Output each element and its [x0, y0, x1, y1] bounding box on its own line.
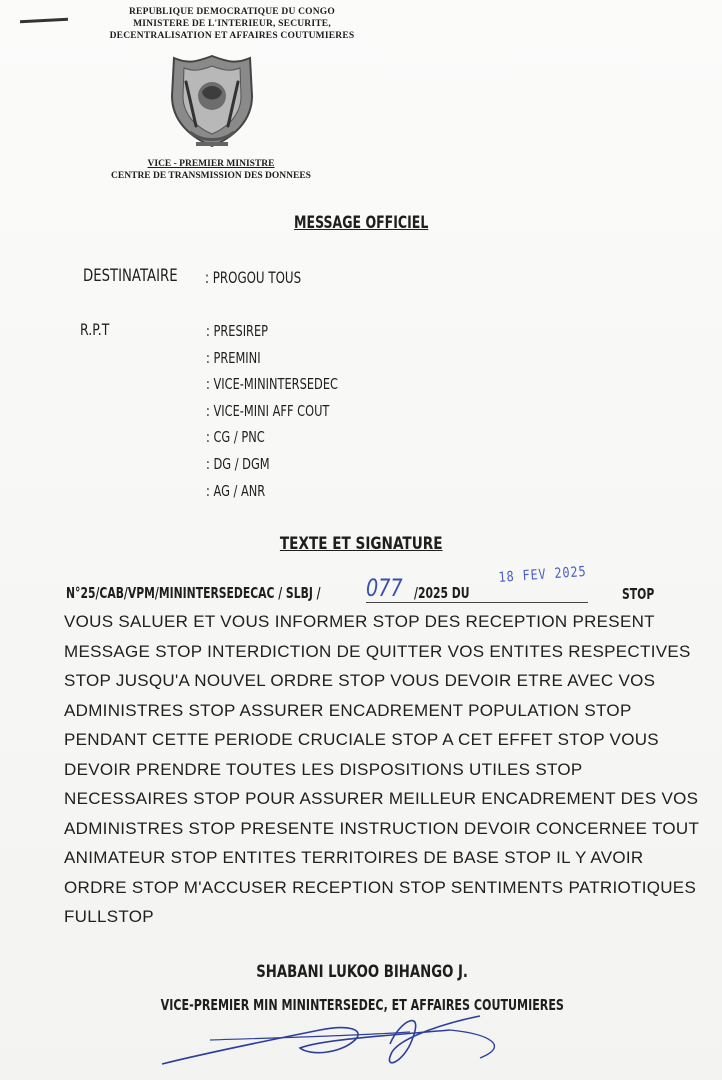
list-item: : VICE-MININTERSEDEC	[206, 375, 338, 394]
body-line: STOP JUSQU'A NOUVEL ORDRE STOP VOUS DEVOIR ETRE AVEC VOS	[64, 671, 656, 690]
recipient-label: DESTINATAIRE	[83, 266, 178, 286]
recipient-value: : PROGOU TOUS	[205, 268, 302, 287]
header-line-3: DECENTRALISATION ET AFFAIRES COUTUMIERES	[109, 31, 355, 41]
body-line: NECESSAIRES STOP POUR ASSURER MEILLEUR ENCADREMENT DES VOS	[64, 789, 699, 808]
office-line-1: VICE - PREMIER MINISTRE	[147, 159, 275, 169]
body-line: DEVOIR PRENDRE TOUTES LES DISPOSITIONS UTILES STOP	[64, 759, 583, 779]
body-line: MESSAGE STOP INTERDICTION DE QUITTER VOS ENTITES RESPECTIVES	[64, 641, 691, 661]
letterhead	[82, 6, 382, 42]
reference-line	[66, 563, 662, 606]
section-title-text: TEXTE ET SIGNATURE	[279, 534, 443, 554]
body-line: VOUS SALUER ET VOUS INFORMER STOP DES RECEPTION PRESENT	[64, 612, 655, 631]
list-item: : VICE-MINI AFF COUT	[206, 401, 330, 420]
signatory-name: SHABANI LUKOO BIHANGO J.	[256, 962, 468, 982]
section-title	[72, 534, 650, 554]
handwritten-signature	[150, 1000, 630, 1080]
header-line-2: MINISTERE DE L'INTERIEUR, SECURITE,	[133, 19, 331, 29]
list-item: : AG / ANR	[206, 481, 266, 500]
list-item: : PREMINI	[206, 348, 261, 367]
header-line-1: REPUBLIQUE DEMOCRATIQUE DU CONGO	[128, 7, 335, 17]
coat-of-arms-icon	[166, 52, 258, 156]
reference-prefix: N°25/CAB/VPM/MININTERSEDECAC / SLBJ /	[66, 584, 321, 602]
signatory-title: VICE-PREMIER MIN MININTERSEDEC, ET AFFAIRES COUTUMIERES	[160, 996, 564, 1014]
list-item: : CG / PNC	[206, 428, 265, 447]
message-body	[64, 607, 700, 932]
copy-to-list	[206, 318, 380, 504]
office-line-2: CENTRE DE TRANSMISSION DES DONNEES	[111, 171, 311, 181]
reference-underline	[366, 602, 588, 603]
body-line: ANIMATEUR STOP ENTITES TERRITOIRES DE BASE STOP IL Y AVOIR	[64, 848, 644, 867]
body-line: ORDRE STOP M'ACCUSER RECEPTION STOP SENTIMENTS PATRIOTIQUES	[64, 877, 697, 897]
handwritten-reference-number: 077	[366, 574, 403, 602]
body-line: PENDANT CETTE PERIODE CRUCIALE STOP A CET EFFET STOP VOUS	[64, 730, 659, 749]
list-item: : DG / DGM	[206, 454, 270, 473]
body-line: ADMINISTRES STOP PRESENTE INSTRUCTION DEVOIR CONCERNEE TOUT	[64, 818, 700, 838]
copy-to-label: R.P.T	[80, 320, 110, 339]
date-stamp: 18 FEV 2025	[498, 563, 588, 586]
document-title	[65, 213, 657, 233]
issuing-office	[82, 158, 340, 182]
body-line: ADMINISTRES STOP ASSURER ENCADREMENT POPULATION STOP	[64, 700, 632, 720]
margin-mark	[20, 18, 68, 24]
document-title-text: MESSAGE OFFICIEL	[294, 213, 429, 233]
reference-year: /2025 DU	[414, 584, 470, 602]
body-line: FULLSTOP	[64, 907, 154, 926]
list-item: : PRESIREP	[206, 322, 269, 340]
reference-stop: STOP	[622, 585, 655, 603]
